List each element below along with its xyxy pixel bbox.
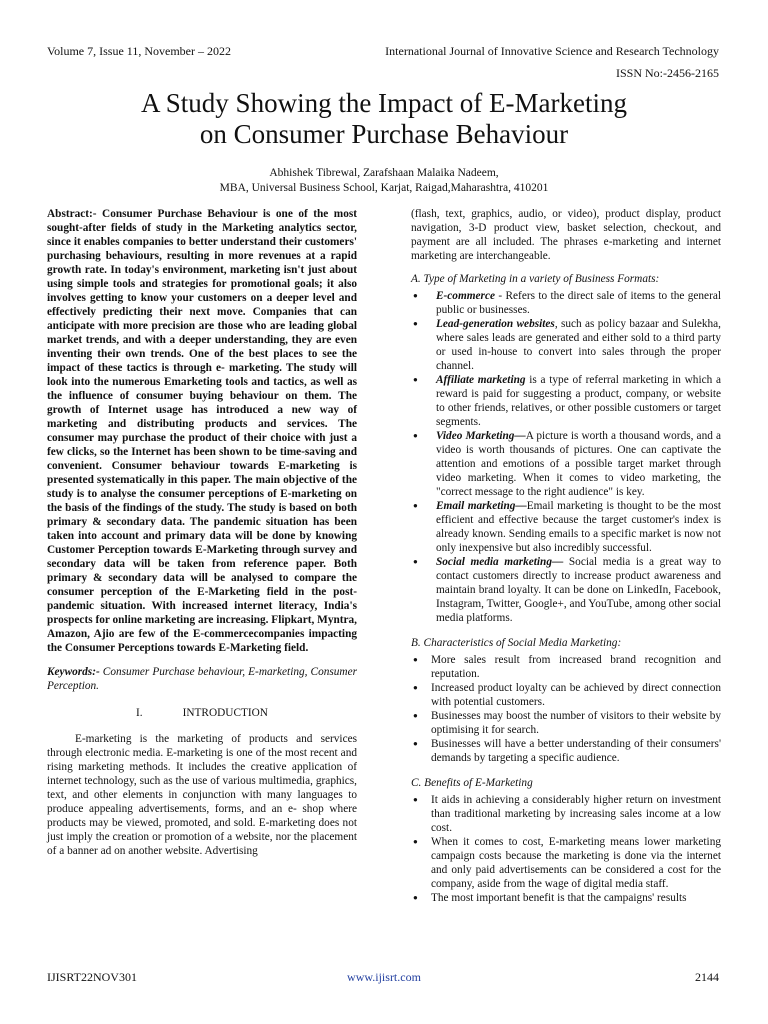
- title-line-1: A Study Showing the Impact of E-Marketing: [141, 88, 627, 118]
- article-id: IJISRT22NOV301: [47, 970, 137, 984]
- subsection-b-heading: B. Characteristics of Social Media Marketing:: [411, 637, 622, 649]
- subsection-c-heading: C. Benefits of E-Marketing: [411, 777, 533, 789]
- intro-paragraph: E-marketing is the marketing of products and services through electronic media. E-marketing is one of the most recent and rising marketing methods. It includes the creative application of internet technology, such as the use of various multimedia, graphics, text, and other elements in conjunction with many languages to produce appealing advertisements, forms, and an e- shop where products may be viewed, promoted, and sold. E-marketing does not just imply the creation or promotion of a website, nor the placement of a banner ad on another website. Advertising: [47, 733, 357, 857]
- keywords: [47, 665, 357, 693]
- list-item: ● Businesses may boost the number of visitors to their website by optimising it for search.: [411, 709, 721, 737]
- section-number: I.: [136, 707, 143, 719]
- author-block: [0, 166, 768, 196]
- volume-info: Volume 7, Issue 11, November – 2022: [47, 44, 231, 58]
- title-line-2: on Consumer Purchase Behaviour: [199, 119, 569, 149]
- list-item: ● Video Marketing—A picture is worth a thousand words, and a video is worth thousands of pictures. One can captivate the attention and emotions of a possible target market through video marketing. When it comes to video marketing, the "correct message to the right audience" is key.: [411, 429, 721, 499]
- list-item: ● Increased product loyalty can be achieved by direct connection with potential customers.: [411, 681, 721, 709]
- keywords-text: Consumer Purchase behaviour, E-marketing, Consumer Perception.: [47, 666, 357, 692]
- left-column: [47, 207, 357, 858]
- list-item: ● Email marketing—Email marketing is thought to be the most efficient and effective because the target customer's index is already known. Sending emails to a specific market is now not only inexpensive but also incredibly successful.: [411, 499, 721, 555]
- list-item: ● Affiliate marketing is a type of referral marketing in which a reward is paid for suggesting a product, company, or website to other friends, relatives, or other possible customers or target segments.: [411, 373, 721, 429]
- list-item: ● Social media marketing— Social media is a great way to contact customers directly to increase product awareness and maintain brand loyalty. It can be done on LinkedIn, Facebook, Instagram, Twitter, Google+, and YouTube, among other social media platforms.: [411, 555, 721, 625]
- section-title: INTRODUCTION: [182, 707, 268, 719]
- list-item: ● E-commerce - Refers to the direct sale of items to the general public or businesses.: [411, 289, 721, 317]
- social-media-characteristics-list: [411, 653, 721, 765]
- section-heading: [47, 706, 357, 720]
- abstract: Abstract:- Consumer Purchase Behaviour is one of the most sought-after fields of study in the Marketing analytics sector, since it enables companies to better understand their customers' purchasing behaviours, resulting in more revenues at a rapid growth rate. In today's environment, marketing isn't just about using simple tools and strategies for promotional goals; it also involves getting to know your customers on a deeper level and effectively predicting their next move. Companies that can anticipate with more precision are those who are leading global market trends, and with a deeper understanding, they are even inventing their own trends. One of the best places to see the impact of these tactics is through e- marketing. The study will look into the numerous Emarketing tools and tactics, as well as the influence of consumer buying behaviour on them. The growth of Internet usage has introduced a new way of marketing and distributing products and services. The consumer may purchase the product of their choice with just a few clicks, so the Internet has been shown to be time-saving and convenient. Consumer behaviour towards E-marketing is presented systematically in this paper. The main objective of the study is to analyse the consumer perceptions of E-marketing on the basis of the findings of the study. The study is based on both primary & secondary data. The pandemic situation has been taken into account and primary data will be done by knowing Customer Perception towards E-Marketing through survey and secondary data will be taken from reference paper. Both primary & secondary data will be analysed to compare the consumer perception of the E-Marketing field in the post-pandemic situation. With increased internet literacy, India's prospects for online marketing are increasing. Flipkart, Myntra, Amazon, Ajio are few of the E-commercecompanies impacting the Consumer Perceptions towards E-Marketing field.: [47, 208, 357, 654]
- right-column: [411, 207, 721, 905]
- affiliation: MBA, Universal Business School, Karjat, Raigad,Maharashtra, 410201: [219, 182, 549, 194]
- page-number: 2144: [695, 970, 719, 984]
- subsection-a-heading: A. Type of Marketing in a variety of Business Formats:: [411, 273, 660, 285]
- marketing-types-list: [411, 289, 721, 625]
- list-item: ● More sales result from increased brand recognition and reputation.: [411, 653, 721, 681]
- website-link[interactable]: www.ijisrt.com: [347, 970, 421, 984]
- list-item: ● Lead-generation websites, such as policy bazaar and Sulekha, where sales leads are generated and either sold to a third party or used in-house to convert into sales through the proper channel.: [411, 317, 721, 373]
- continued-paragraph: (flash, text, graphics, audio, or video), product display, product navigation, 3-D product view, basket selection, checkout, and payment are all included. The phrases e-marketing and internet marketing are interchangeable.: [411, 208, 721, 262]
- list-item: ● Businesses will have a better understanding of their consumers' demands by targeting a specific audience.: [411, 737, 721, 765]
- keywords-label: Keywords:-: [47, 666, 100, 678]
- list-item: ● When it comes to cost, E-marketing means lower marketing campaign costs because the marketing is done via the internet and only paid advertisements can be considered a cost for the company, aside from the wage of digital media staff.: [411, 835, 721, 891]
- authors: Abhishek Tibrewal, Zarafshaan Malaika Nadeem,: [269, 167, 499, 179]
- list-item: ● It aids in achieving a considerably higher return on investment than traditional marketing by increasing sales income at a low cost.: [411, 793, 721, 835]
- benefits-list: [411, 793, 721, 905]
- issn: ISSN No:-2456-2165: [615, 66, 719, 80]
- journal-name: International Journal of Innovative Science and Research Technology: [385, 44, 719, 58]
- paper-title: [0, 88, 768, 150]
- list-item: ● The most important benefit is that the campaigns' results: [411, 891, 721, 905]
